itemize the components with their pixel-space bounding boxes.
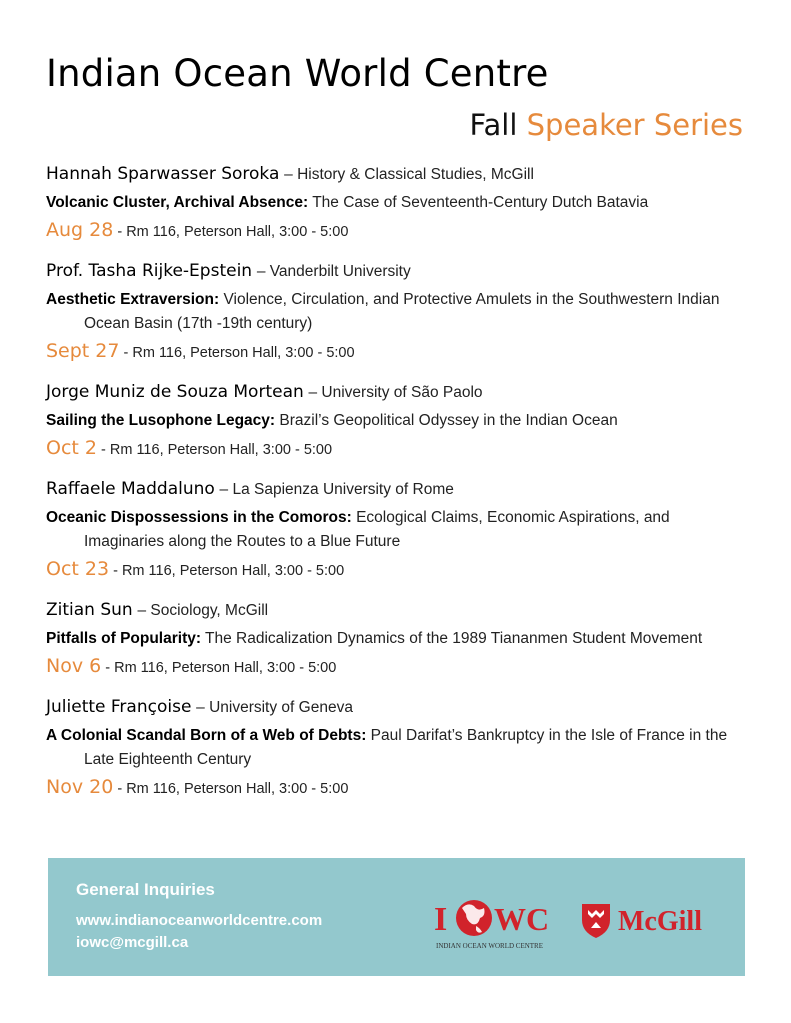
- talk-schedule: [46, 556, 751, 584]
- talk-date: Oct 2: [46, 437, 97, 459]
- talk-title: [46, 288, 751, 336]
- talk-title: [46, 627, 751, 651]
- talk-location: - Rm 116, Peterson Hall, 3:00 - 5:00: [101, 660, 337, 676]
- talk-date: Nov 20: [46, 776, 114, 798]
- talk-title-rest: Ecological Claims, Economic Aspirations, and Imaginaries along the Routes to a Blue Future: [84, 509, 670, 550]
- speaker-affiliation: – University of São Paolo: [308, 384, 483, 401]
- speaker-affiliation: – History & Classical Studies, McGill: [284, 166, 534, 183]
- iowc-logo: [432, 886, 562, 952]
- talk-title-lead: A Colonial Scandal Born of a Web of Debts:: [46, 727, 367, 744]
- speaker-name: Jorge Muniz de Souza Mortean: [46, 382, 304, 402]
- speaker-name: Prof. Tasha Rijke-Epstein: [46, 261, 253, 281]
- talk-location: - Rm 116, Peterson Hall, 3:00 - 5:00: [113, 781, 349, 797]
- talk-location: - Rm 116, Peterson Hall, 3:00 - 5:00: [113, 224, 349, 240]
- talk-entry: [46, 478, 751, 584]
- speaker-name: Raffaele Maddaluno: [46, 479, 215, 499]
- speaker-line: [46, 696, 751, 719]
- svg-text:WC: WC: [494, 901, 550, 937]
- talk-title-rest: Brazil’s Geopolitical Odyssey in the Indian Ocean: [275, 412, 618, 429]
- talk-title: [46, 191, 751, 215]
- speaker-affiliation: – Sociology, McGill: [137, 602, 269, 619]
- svg-text:INDIAN OCEAN WORLD CENTRE: INDIAN OCEAN WORLD CENTRE: [436, 942, 543, 950]
- talk-date: Sept 27: [46, 340, 120, 362]
- talk-date: Aug 28: [46, 219, 114, 241]
- website-link[interactable]: www.indianoceanworldcentre.com: [76, 912, 323, 929]
- page-title: Indian Ocean World Centre: [46, 52, 549, 95]
- talk-title-rest: Paul Darifat’s Bankruptcy in the Isle of France in the Late Eighteenth Century: [84, 727, 728, 768]
- speaker-line: [46, 381, 751, 404]
- subtitle-season: Fall: [469, 108, 518, 142]
- page-subtitle: [470, 108, 743, 142]
- speaker-affiliation: – La Sapienza University of Rome: [219, 481, 454, 498]
- subtitle-series: Speaker Series: [526, 108, 743, 142]
- speaker-affiliation: – Vanderbilt University: [256, 263, 411, 280]
- email-link[interactable]: iowc@mcgill.ca: [76, 934, 189, 951]
- talk-schedule: [46, 653, 751, 681]
- talk-date: Oct 23: [46, 558, 110, 580]
- inquiries-heading: General Inquiries: [76, 880, 215, 899]
- talk-list: [46, 163, 751, 817]
- talk-location: - Rm 116, Peterson Hall, 3:00 - 5:00: [119, 345, 355, 361]
- talk-title-lead: Aesthetic Extraversion:: [46, 291, 220, 308]
- speaker-name: Hannah Sparwasser Soroka: [46, 164, 280, 184]
- contact-footer: [48, 858, 745, 976]
- talk-title-lead: Sailing the Lusophone Legacy:: [46, 412, 276, 429]
- speaker-line: [46, 478, 751, 501]
- talk-title-rest: Violence, Circulation, and Protective Amulets in the Southwestern Indian Ocean Basin (17th -19th century): [84, 291, 720, 332]
- talk-title: [46, 506, 751, 554]
- talk-schedule: [46, 217, 751, 245]
- speaker-line: [46, 260, 751, 283]
- talk-schedule: [46, 435, 751, 463]
- talk-location: - Rm 116, Peterson Hall, 3:00 - 5:00: [96, 442, 333, 458]
- mcgill-logo: [578, 900, 726, 940]
- talk-title-rest: The Radicalization Dynamics of the 1989 Tiananmen Student Movement: [201, 630, 703, 647]
- talk-title-lead: Oceanic Dispossessions in the Comoros:: [46, 509, 352, 526]
- talk-schedule: [46, 338, 751, 366]
- speaker-name: Zitian Sun: [46, 600, 133, 620]
- talk-entry: [46, 381, 751, 463]
- talk-entry: [46, 696, 751, 802]
- talk-title-rest: The Case of Seventeenth-Century Dutch Batavia: [308, 194, 649, 211]
- talk-title: [46, 409, 751, 433]
- talk-title-lead: Volcanic Cluster, Archival Absence:: [46, 194, 309, 211]
- speaker-line: [46, 599, 751, 622]
- talk-title-lead: Pitfalls of Popularity:: [46, 630, 202, 647]
- speaker-line: [46, 163, 751, 186]
- mcgill-crest-icon: [582, 904, 610, 938]
- talk-title: [46, 724, 751, 772]
- speaker-name: Juliette Françoise: [46, 697, 192, 717]
- talk-entry: [46, 599, 751, 681]
- svg-text:McGill: McGill: [618, 906, 702, 937]
- talk-entry: [46, 163, 751, 245]
- talk-location: - Rm 116, Peterson Hall, 3:00 - 5:00: [109, 563, 345, 579]
- talk-schedule: [46, 774, 751, 802]
- speaker-affiliation: – University of Geneva: [196, 699, 353, 716]
- talk-entry: [46, 260, 751, 366]
- talk-date: Nov 6: [46, 655, 102, 677]
- svg-text:I: I: [434, 901, 448, 938]
